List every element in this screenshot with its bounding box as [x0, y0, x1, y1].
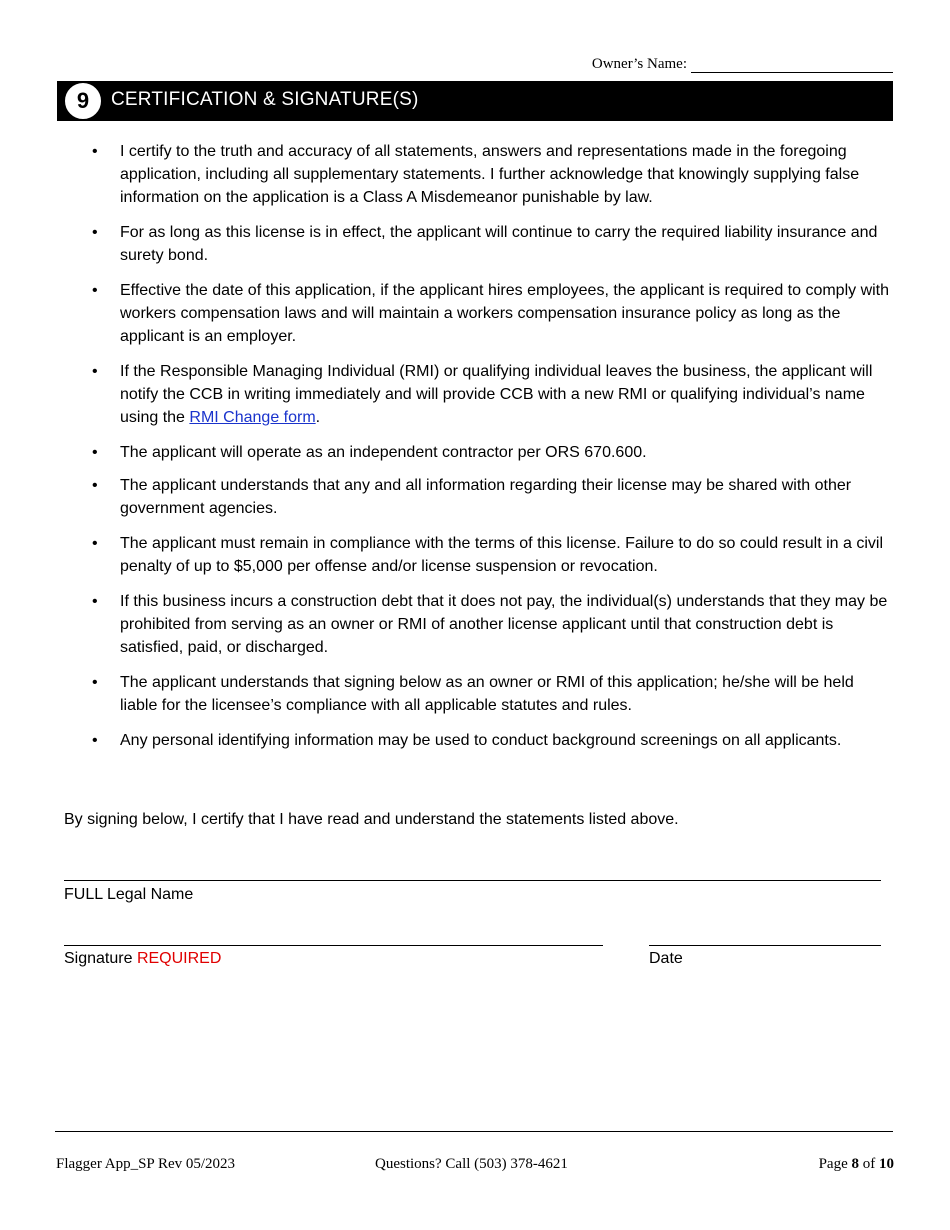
owner-name-field [592, 56, 893, 73]
statement-item: • The applicant understands that any and all information regarding their license may be shared with other government agencies. [92, 474, 892, 520]
owner-name-label: Owner’s Name: [591, 56, 687, 72]
page-current: 8 [851, 1156, 859, 1172]
signature-line[interactable] [64, 929, 603, 946]
statement-item: • For as long as this license is in effect, the applicant will continue to carry the required liability insurance and surety bond. [92, 221, 892, 267]
section-title: CERTIFICATION & SIGNATURE(S) [111, 89, 419, 110]
statement-item: • Effective the date of this application, if the applicant hires employees, the applicant is required to comply with workers compensation laws and will maintain a workers compensation insurance policy as long as the applicant is an employer. [92, 279, 892, 348]
certification-statements [92, 140, 892, 764]
signature-label: Signature [64, 950, 133, 967]
footer-divider [55, 1131, 893, 1132]
page-of: of [862, 1156, 876, 1172]
statement-item: • I certify to the truth and accuracy of all statements, answers and representations made in the foregoing application, including all supplementary statements. I further acknowledge that knowingly supplying false information on the application is a Class A Misdemeanor punishable by law. [92, 140, 892, 209]
certify-statement: By signing below, I certify that I have read and understand the statements listed above. [64, 811, 679, 828]
page-total: 10 [879, 1156, 894, 1172]
page-indicator [819, 1156, 894, 1173]
statement-item: • The applicant will operate as an independent contractor per ORS 670.600. [92, 441, 892, 464]
statement-item: • The applicant understands that signing below as an owner or RMI of this application; he/she will be held liable for the licensee’s compliance with all applicable statutes and rules. [92, 671, 892, 717]
form-id: Flagger App_SP Rev 05/2023 [56, 1156, 236, 1172]
statement-item: • Any personal identifying information may be used to conduct background screenings on all applicants. [92, 729, 892, 752]
statement-text-end: . [315, 409, 321, 426]
rmi-change-form-link[interactable]: RMI Change form [189, 409, 316, 426]
section-number-badge: 9 [63, 81, 103, 121]
statement-item: • If this business incurs a construction debt that it does not pay, the individual(s) understands that they may be prohibited from serving as an owner or RMI of another license applicant until that construction debt is satisfied, paid, or discharged. [92, 590, 892, 659]
questions-phone: Questions? Call (503) 378-4621 [375, 1156, 568, 1172]
page-prefix: Page [818, 1156, 848, 1172]
full-name-line[interactable] [64, 864, 881, 881]
date-line[interactable] [649, 929, 881, 946]
section-header [57, 81, 893, 121]
full-name-label: FULL Legal Name [64, 886, 194, 903]
date-label: Date [649, 950, 683, 967]
signature-label-group [64, 950, 221, 968]
statement-item: • The applicant must remain in compliance with the terms of this license. Failure to do so could result in a civil penalty of up to $5,000 per offense and/or license suspension or revocation. [92, 532, 892, 578]
required-marker: REQUIRED [136, 950, 222, 967]
owner-name-input-line[interactable] [691, 57, 893, 73]
statement-item [92, 360, 892, 429]
statement-text: If the Responsible Managing Individual (RMI) or qualifying individual leaves the business, the applicant will notify the CCB in writing immediately and will provide CCB with a new RMI or qualifying individual’s name using the [120, 363, 873, 426]
